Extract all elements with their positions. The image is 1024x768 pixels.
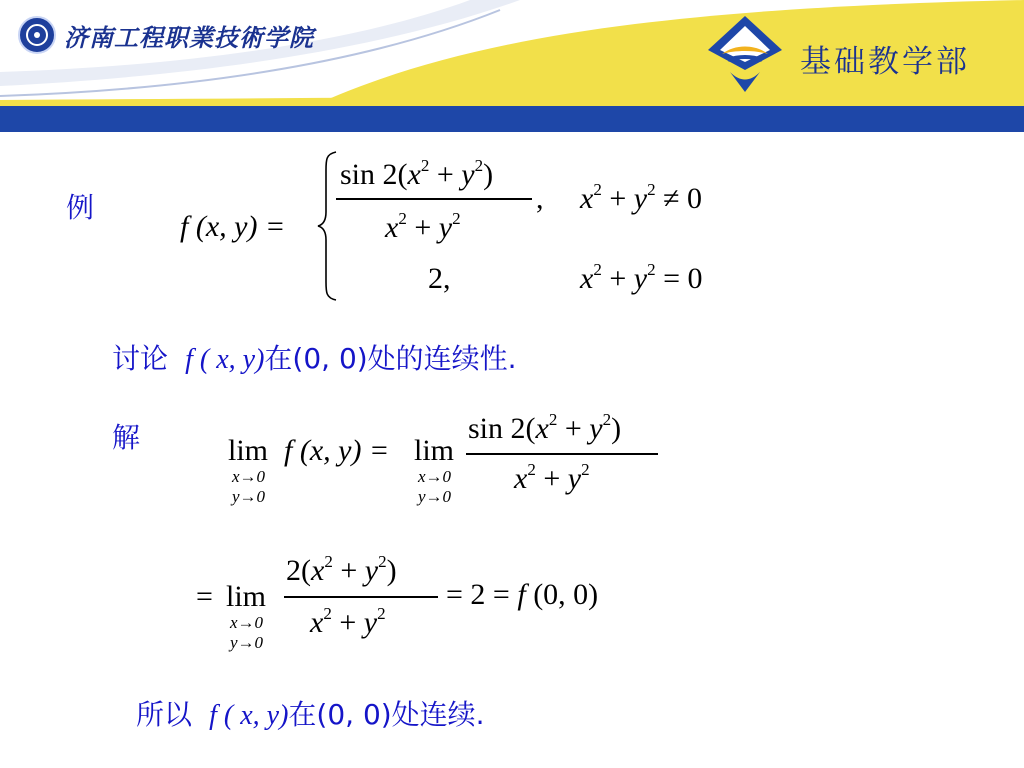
line1-fraction-bar <box>466 453 658 455</box>
case2-cond-y-exp: 2 <box>647 260 656 279</box>
case2-cond-x-exp: 2 <box>593 260 602 279</box>
line2-lim-sub-y: y→0 <box>230 633 264 652</box>
line2-result-point: (0, 0) <box>533 578 599 611</box>
line1-den-x-exp: 2 <box>527 460 536 479</box>
line2-num-close: ) <box>386 554 397 587</box>
case1-num-x: x <box>407 158 421 191</box>
line1-num-y-exp: 2 <box>602 410 612 429</box>
case1-den-x-exp: 2 <box>398 209 407 228</box>
line2-denominator <box>310 604 386 639</box>
conclusion-line <box>136 700 485 732</box>
line2-num-plus: + <box>332 554 365 587</box>
case1-cond-x-exp: 2 <box>593 180 602 199</box>
case2-cond-y: y <box>633 262 648 295</box>
line1-num-y: y <box>589 412 603 445</box>
solution-label: 解 <box>112 421 141 454</box>
discuss-line <box>112 344 517 376</box>
case1-cond-y-exp: 2 <box>647 180 656 199</box>
line2-den-x: x <box>310 606 324 639</box>
discuss-suffix: 在(0, 0)处的连续性. <box>264 342 517 375</box>
line1-lim-1-sub-y: y→0 <box>232 487 266 506</box>
case1-den-y-exp: 2 <box>452 209 461 228</box>
line1-lim-2-sub-y: y→0 <box>418 487 452 506</box>
case1-den-y: y <box>438 211 453 244</box>
case1-fraction-bar <box>336 198 532 200</box>
line1-denominator <box>514 460 590 495</box>
line2-fraction-bar <box>284 596 438 598</box>
line2-den-plus: + <box>331 606 364 639</box>
line2-result <box>446 580 598 610</box>
case2-cond-x: x <box>580 262 594 295</box>
case1-num-x-exp: 2 <box>420 156 430 175</box>
case1-num-close: ) <box>483 158 494 191</box>
line1-den-y: y <box>567 462 582 495</box>
case1-num-plus: + <box>429 158 462 191</box>
line2-lim: lim <box>226 580 267 613</box>
line1-den-y-exp: 2 <box>581 460 590 479</box>
department-name: 基础教学部 <box>800 44 970 80</box>
line2-result-eq: = 2 = <box>446 578 510 611</box>
case2-condition <box>580 260 703 295</box>
case1-den-x: x <box>385 211 399 244</box>
line2-den-y-exp: 2 <box>377 604 386 623</box>
line1-lim-1-sub-x: x→0 <box>232 467 266 486</box>
line1-num-x-exp: 2 <box>548 410 558 429</box>
line1-lim-1: lim <box>228 434 269 467</box>
line1-lim-2: lim <box>414 434 455 467</box>
line2-numerator <box>286 552 397 587</box>
case1-cond-rel: ≠ 0 <box>655 182 703 215</box>
line2-num-x-exp: 2 <box>324 552 333 571</box>
case2-cond-plus: + <box>601 262 634 295</box>
case1-comma: , <box>536 182 544 215</box>
function-lhs <box>180 212 285 242</box>
line2-den-y: y <box>363 606 378 639</box>
case1-cond-x: x <box>580 182 594 215</box>
example-label: 例 <box>66 191 95 224</box>
case1-condition <box>580 180 703 215</box>
line2-num-x: x <box>311 554 325 587</box>
school-emblem-icon <box>18 16 56 54</box>
line1-func: f (x, y) = <box>284 434 390 467</box>
line1-num-x: x <box>535 412 549 445</box>
department-logo-icon <box>700 12 790 96</box>
line2-lim-sub-x: x→0 <box>230 613 264 632</box>
line2-result-f: f <box>517 578 526 611</box>
case1-num-y-exp: 2 <box>474 156 484 175</box>
discuss-prefix: 讨论 <box>112 342 169 375</box>
case1-numerator <box>340 156 494 191</box>
line1-num-plus: + <box>557 412 590 445</box>
case1-num-sin: sin 2( <box>340 158 408 191</box>
line2-num-y: y <box>364 554 379 587</box>
case1-denominator <box>385 209 461 244</box>
line1-lim-2-sub-x: x→0 <box>418 467 452 486</box>
line1-den-x: x <box>514 462 528 495</box>
school-name: 济南工程职業技術学院 <box>64 23 314 52</box>
line1-num-sin: sin 2( <box>468 412 536 445</box>
case2-cond-rel: = 0 <box>655 262 703 295</box>
case1-num-y: y <box>461 158 475 191</box>
line1-num-close: ) <box>611 412 622 445</box>
discuss-func: f ( x, y) <box>185 344 265 375</box>
line2-num-y-exp: 2 <box>378 552 387 571</box>
function-lhs-text: f (x, y) = <box>180 210 286 243</box>
conclusion-func: f ( x, y) <box>209 700 289 731</box>
conclusion-suffix: 在(0, 0)处连续. <box>288 698 485 731</box>
line2-den-x-exp: 2 <box>323 604 332 623</box>
case1-cond-y: y <box>633 182 648 215</box>
conclusion-prefix: 所以 <box>136 698 193 731</box>
line2-eq: = <box>196 580 213 613</box>
left-brace <box>316 150 338 302</box>
line1-den-plus: + <box>535 462 568 495</box>
line2-num-two: 2( <box>286 554 311 587</box>
case2-value: 2, <box>428 262 451 295</box>
line1-numerator <box>468 410 622 445</box>
header-blue-bar <box>0 106 1024 132</box>
case1-den-plus: + <box>406 211 439 244</box>
case1-cond-plus: + <box>601 182 634 215</box>
